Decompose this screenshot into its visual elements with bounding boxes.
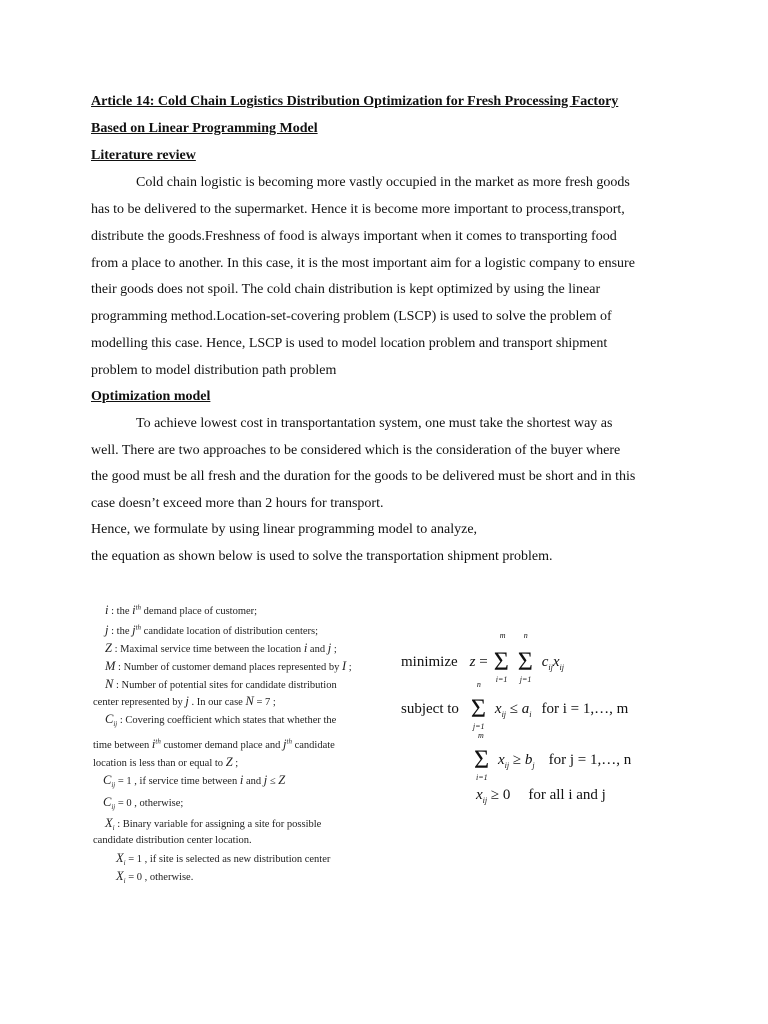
constraint-all-ij: for all i and j <box>528 787 606 803</box>
definition-n-continued: center represented by j . In our case N = 7 ; <box>93 694 276 708</box>
minimize-label: minimize <box>401 654 458 670</box>
definition-x-equals-1: $X_i = 1$ , if site is selected as new distribution center <box>116 851 331 868</box>
constraint-supply: subject to n Σ j=1 $x_{ij} \le a_i$ for i = 1,…, m <box>401 680 629 731</box>
optimization-paragraph-line: the equation as shown below is used to solve the transportation shipment problem. <box>91 549 553 564</box>
optimization-paragraph-line: case doesn’t exceed more than 2 hours for transport. <box>91 496 384 511</box>
literature-paragraph-line: their goods does not spoil. The cold chain distribution is kept optimized by using the linear <box>91 282 601 297</box>
literature-paragraph-line: modelling this case. Hence, LSCP is used to model location problem and transport shipment <box>91 336 608 351</box>
heading-literature-review: Literature review <box>91 148 196 163</box>
definition-j: j : the $j^{th}$ candidate location of distribution centers; <box>105 623 319 637</box>
objective-function: minimize z = m Σ i=1 n Σ j=1 $c_{ij}x_{ij}$ <box>401 631 564 684</box>
definition-x: $X_i$ : Binary variable for assigning a site for possible <box>105 816 322 833</box>
literature-paragraph-line: Cold chain logistic is becoming more vastly occupied in the market as more fresh goods <box>136 175 630 190</box>
definition-x-continued: candidate distribution center location. <box>93 835 252 846</box>
optimization-paragraph-line: the good must be all fresh and the duration for the goods to be delivered must be short and in this <box>91 469 636 484</box>
subject-to-label: subject to <box>401 701 459 717</box>
heading-optimization-model: Optimization model <box>91 389 211 404</box>
literature-paragraph-line: problem to model distribution path problem <box>91 363 337 378</box>
definition-c-equals-1: $C_{ij} = 1$ , if service time between i and j ≤ Z <box>103 773 286 790</box>
optimization-paragraph-line: well. There are two approaches to be considered which is the consideration of the buyer where <box>91 443 621 458</box>
literature-paragraph-line: from a place to another. In this case, it is the most important aim for a logistic company to ensure <box>91 256 635 271</box>
constraint-index-i: for i = 1,…, m <box>541 701 629 717</box>
article-title-line-2: Based on Linear Programming Model <box>91 121 318 136</box>
literature-paragraph-line: has to be delivered to the supermarket. Hence it is become more important to process,transport, <box>91 202 625 217</box>
definition-c: $C_{ij}$ : Covering coefficient which states that whether the <box>105 712 337 729</box>
definition-c-continued: time between $i^{th}$ customer demand place and $j^{th}$ candidate <box>93 737 335 751</box>
definition-c-continued-2: location is less than or equal to Z ; <box>93 755 239 769</box>
definition-i: i : the $i^{th}$ demand place of customer; <box>105 603 258 617</box>
article-title-line-1: Article 14: Cold Chain Logistics Distribution Optimization for Fresh Processing Factory <box>91 94 619 109</box>
constraint-index-j: for j = 1,…, n <box>548 752 632 768</box>
literature-paragraph-line: programming method.Location-set-covering problem (LSCP) is used to solve the problem of <box>91 309 612 324</box>
optimization-paragraph-line: Hence, we formulate by using linear programming model to analyze, <box>91 522 478 537</box>
constraint-demand: m Σ i=1 $x_{ij} \ge b_j$ for j = 1,…, n <box>474 731 632 782</box>
optimization-paragraph-line: To achieve lowest cost in transportantation system, one must take the shortest way as <box>136 416 613 431</box>
definition-n: N : Number of potential sites for candidate distribution <box>105 677 337 691</box>
definition-x-equals-0: $X_i = 0$ , otherwise. <box>116 869 194 886</box>
constraint-nonnegativity: $x_{ij} \ge 0$ for all i and j <box>476 787 606 805</box>
definition-m: M : Number of customer demand places represented by I ; <box>105 659 352 673</box>
definition-z: Z : Maximal service time between the location i and j ; <box>105 641 337 655</box>
definition-c-equals-0: $C_{ij} = 0$ , otherwise; <box>103 795 184 812</box>
literature-paragraph-line: distribute the goods.Freshness of food is always important when it comes to transporting food <box>91 229 617 244</box>
